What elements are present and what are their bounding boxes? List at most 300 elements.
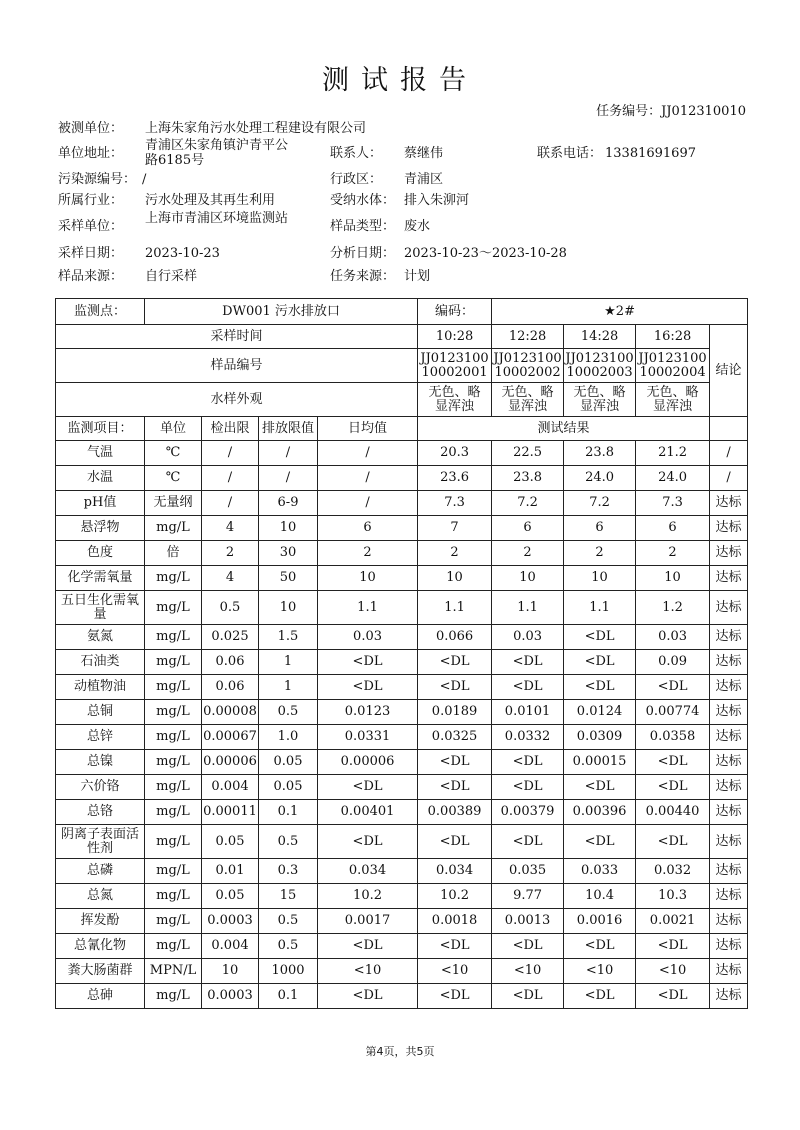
row-detection-limit: 0.0003	[202, 909, 259, 934]
client-value: 上海朱家角污水处理工程建设有限公司	[145, 121, 367, 136]
row-result: 0.00015	[564, 750, 636, 775]
table-row	[56, 566, 748, 591]
row-conclusion: 达标	[710, 775, 748, 800]
row-result: 10	[492, 566, 564, 591]
time-cell: 16:28	[636, 325, 710, 349]
row-detection-limit: 0.05	[202, 884, 259, 909]
row-result: 0.0016	[564, 909, 636, 934]
sample-no-line: 10002004	[639, 364, 706, 380]
row-result: 0.033	[564, 859, 636, 884]
row-conclusion: 达标	[710, 934, 748, 959]
receiving-value: 排入朱泖河	[404, 193, 470, 208]
row-result: <DL	[564, 775, 636, 800]
header-results: 测试结果	[418, 417, 710, 441]
row-result: 0.0309	[564, 725, 636, 750]
table-row	[56, 700, 748, 725]
row-discharge-limit: 1	[259, 675, 318, 700]
row-discharge-limit: 50	[259, 566, 318, 591]
row-result: <10	[492, 959, 564, 984]
row-item: 总锌	[56, 725, 145, 750]
row-result: 7.3	[636, 491, 710, 516]
district-value: 青浦区	[404, 172, 444, 187]
sample-no-line: JJ0123100	[420, 350, 489, 366]
row-conclusion: 达标	[710, 625, 748, 650]
row-detection-limit: 0.0003	[202, 984, 259, 1009]
appearance-cell	[492, 383, 564, 417]
table-row	[56, 466, 748, 491]
row-discharge-limit: 0.5	[259, 909, 318, 934]
table-row	[56, 591, 748, 625]
row-result: <DL	[636, 775, 710, 800]
row-item: 阴离子表面活性剂	[56, 825, 145, 859]
sample-no-line: 10002001	[421, 364, 488, 380]
sample-type-value: 废水	[404, 219, 431, 234]
row-detection-limit: /	[202, 491, 259, 516]
row-discharge-limit: 0.5	[259, 700, 318, 725]
row-result: 1.2	[636, 591, 710, 625]
row-result: 2	[564, 541, 636, 566]
sample-no-label: 样品编号	[56, 349, 418, 383]
table-row	[56, 934, 748, 959]
row-result: 0.00379	[492, 800, 564, 825]
row-detection-limit: 0.004	[202, 775, 259, 800]
row-discharge-limit: 0.1	[259, 984, 318, 1009]
row-detection-limit: 0.00011	[202, 800, 259, 825]
contact-label: 联系人：	[330, 146, 383, 161]
table-row	[56, 541, 748, 566]
time-cell: 14:28	[564, 325, 636, 349]
sample-no-cell	[418, 349, 492, 383]
row-unit: ℃	[145, 441, 202, 466]
row-conclusion: 达标	[710, 984, 748, 1009]
row-conclusion: 达标	[710, 884, 748, 909]
row-unit: mg/L	[145, 934, 202, 959]
row-result: <DL	[564, 675, 636, 700]
row-conclusion: 达标	[710, 725, 748, 750]
row-result: <DL	[492, 775, 564, 800]
row-result: 0.034	[418, 859, 492, 884]
row-unit: mg/L	[145, 884, 202, 909]
row-unit: mg/L	[145, 859, 202, 884]
row-unit: mg/L	[145, 725, 202, 750]
sample-no-line: 10002002	[494, 364, 561, 380]
row-daily-avg: 10.2	[318, 884, 418, 909]
table-row	[56, 625, 748, 650]
row-result: <DL	[418, 984, 492, 1009]
row-result: <DL	[636, 750, 710, 775]
row-unit: mg/L	[145, 984, 202, 1009]
row-daily-avg: 0.0017	[318, 909, 418, 934]
row-result: 7	[418, 516, 492, 541]
row-result: 1.1	[492, 591, 564, 625]
header-discharge-limit: 排放限值	[259, 417, 318, 441]
row-result: 0.0021	[636, 909, 710, 934]
row-item: 挥发酚	[56, 909, 145, 934]
row-discharge-limit: /	[259, 466, 318, 491]
row-daily-avg: 0.034	[318, 859, 418, 884]
row-discharge-limit: /	[259, 441, 318, 466]
row-result: <DL	[636, 675, 710, 700]
row-conclusion: 达标	[710, 491, 748, 516]
row-result: 7.3	[418, 491, 492, 516]
row-result: 2	[636, 541, 710, 566]
appearance-cell	[418, 383, 492, 417]
row-result: 0.00774	[636, 700, 710, 725]
row-result: 0.0018	[418, 909, 492, 934]
row-result: 0.00440	[636, 800, 710, 825]
row-detection-limit: 2	[202, 541, 259, 566]
row-item: 化学需氧量	[56, 566, 145, 591]
row-unit: ℃	[145, 466, 202, 491]
row-result: 1.1	[418, 591, 492, 625]
row-unit: mg/L	[145, 909, 202, 934]
table-row	[56, 650, 748, 675]
task-number	[596, 100, 746, 119]
row-result: <DL	[418, 750, 492, 775]
task-source-label: 任务来源：	[330, 269, 396, 284]
row-result: 24.0	[636, 466, 710, 491]
row-detection-limit: 0.06	[202, 675, 259, 700]
row-detection-limit: 0.5	[202, 591, 259, 625]
row-discharge-limit: 1000	[259, 959, 318, 984]
row-daily-avg: 0.03	[318, 625, 418, 650]
row-daily-avg: <DL	[318, 934, 418, 959]
row-result: <DL	[418, 934, 492, 959]
page-footer: 第4页，共5页	[365, 1045, 435, 1058]
row-unit: mg/L	[145, 516, 202, 541]
sample-source-value: 自行采样	[145, 269, 198, 284]
sample-no-cell	[636, 349, 710, 383]
row-conclusion: 达标	[710, 566, 748, 591]
row-result: 0.03	[636, 625, 710, 650]
row-result: 0.0101	[492, 700, 564, 725]
row-unit: mg/L	[145, 625, 202, 650]
row-result: <DL	[418, 775, 492, 800]
row-result: 6	[492, 516, 564, 541]
appearance-line: 无色、略	[646, 384, 699, 400]
row-result: <10	[564, 959, 636, 984]
row-item: 总磷	[56, 859, 145, 884]
row-unit: mg/L	[145, 675, 202, 700]
row-daily-avg: 6	[318, 516, 418, 541]
row-discharge-limit: 15	[259, 884, 318, 909]
row-daily-avg: 0.00006	[318, 750, 418, 775]
row-conclusion: 达标	[710, 859, 748, 884]
row-daily-avg: <DL	[318, 775, 418, 800]
row-unit: mg/L	[145, 700, 202, 725]
row-detection-limit: 0.004	[202, 934, 259, 959]
header-unit: 单位	[145, 417, 202, 441]
header-daily-avg: 日均值	[318, 417, 418, 441]
row-unit: mg/L	[145, 566, 202, 591]
row-discharge-limit: 0.5	[259, 934, 318, 959]
row-result: <10	[636, 959, 710, 984]
row-detection-limit: 0.00006	[202, 750, 259, 775]
row-daily-avg: 1.1	[318, 591, 418, 625]
row-result: 10	[636, 566, 710, 591]
row-daily-avg: 10	[318, 566, 418, 591]
row-result: 23.6	[418, 466, 492, 491]
row-result: 0.00396	[564, 800, 636, 825]
row-detection-limit: 4	[202, 516, 259, 541]
sample-source-label: 样品来源：	[58, 269, 124, 284]
code-value: ★2#	[492, 299, 748, 325]
row-conclusion: 达标	[710, 909, 748, 934]
row-unit: MPN/L	[145, 959, 202, 984]
row-result: 6	[564, 516, 636, 541]
receiving-label: 受纳水体：	[330, 193, 396, 208]
row-result: <DL	[564, 934, 636, 959]
row-item: 气温	[56, 441, 145, 466]
row-result: <DL	[492, 984, 564, 1009]
task-number-value: JJ012310010	[661, 104, 746, 119]
row-conclusion: 达标	[710, 516, 748, 541]
row-conclusion: /	[710, 441, 748, 466]
row-result: 0.0332	[492, 725, 564, 750]
row-conclusion: 达标	[710, 750, 748, 775]
row-conclusion: 达标	[710, 591, 748, 625]
sample-no-line: JJ0123100	[493, 350, 562, 366]
row-detection-limit: 0.01	[202, 859, 259, 884]
row-result: 10	[418, 566, 492, 591]
row-result: 0.03	[492, 625, 564, 650]
sample-date-label: 采样日期：	[58, 246, 124, 261]
row-item: 总氰化物	[56, 934, 145, 959]
task-number-label: 任务编号：	[596, 104, 662, 119]
analysis-date-value: 2023-10-23～2023-10-28	[404, 246, 567, 261]
table-row	[56, 725, 748, 750]
row-unit: 倍	[145, 541, 202, 566]
table-row	[56, 984, 748, 1009]
row-daily-avg: 0.00401	[318, 800, 418, 825]
row-result: <DL	[636, 934, 710, 959]
row-result: 2	[492, 541, 564, 566]
table-row	[56, 825, 748, 859]
sample-no-line: JJ0123100	[638, 350, 707, 366]
row-result: <DL	[492, 825, 564, 859]
row-daily-avg: <DL	[318, 984, 418, 1009]
code-label: 编码：	[418, 299, 492, 325]
appearance-line: 显浑浊	[508, 398, 548, 414]
row-result: <DL	[564, 825, 636, 859]
header-item: 监测项目：	[56, 417, 145, 441]
time-cell: 10:28	[418, 325, 492, 349]
row-unit: 无量纲	[145, 491, 202, 516]
contact-value: 蔡继伟	[404, 146, 444, 161]
appearance-cell	[564, 383, 636, 417]
row-detection-limit: 0.00067	[202, 725, 259, 750]
header-blank	[710, 417, 748, 441]
row-item: 水温	[56, 466, 145, 491]
row-detection-limit: 0.06	[202, 650, 259, 675]
row-item: 悬浮物	[56, 516, 145, 541]
row-daily-avg: 2	[318, 541, 418, 566]
row-conclusion: 达标	[710, 541, 748, 566]
row-result: <DL	[492, 675, 564, 700]
row-result: 9.77	[492, 884, 564, 909]
table-row	[56, 675, 748, 700]
row-result: 10	[564, 566, 636, 591]
table-row	[56, 800, 748, 825]
row-result: 10.4	[564, 884, 636, 909]
row-result: 1.1	[564, 591, 636, 625]
row-result: 10.3	[636, 884, 710, 909]
sample-type-label: 样品类型：	[330, 219, 396, 234]
row-unit: mg/L	[145, 650, 202, 675]
client-label: 被测单位：	[58, 121, 124, 136]
row-item: 总铬	[56, 800, 145, 825]
row-result: <10	[418, 959, 492, 984]
row-discharge-limit: 0.05	[259, 750, 318, 775]
sample-no-line: 10002003	[566, 364, 633, 380]
row-detection-limit: 10	[202, 959, 259, 984]
row-conclusion: 达标	[710, 959, 748, 984]
row-item: 总氮	[56, 884, 145, 909]
results-table	[55, 298, 748, 1009]
table-row	[56, 859, 748, 884]
sample-no-line: JJ0123100	[565, 350, 634, 366]
row-result: 21.2	[636, 441, 710, 466]
task-source-value: 计划	[404, 269, 431, 284]
phone-label: 联系电话：	[537, 146, 603, 161]
source-no-label: 污染源编号：	[58, 172, 137, 187]
row-result: 0.0013	[492, 909, 564, 934]
row-result: <DL	[564, 625, 636, 650]
row-conclusion: 达标	[710, 650, 748, 675]
row-unit: mg/L	[145, 775, 202, 800]
row-result: 24.0	[564, 466, 636, 491]
row-result: <DL	[564, 984, 636, 1009]
row-daily-avg: <DL	[318, 825, 418, 859]
row-unit: mg/L	[145, 800, 202, 825]
table-row	[56, 959, 748, 984]
row-detection-limit: 0.05	[202, 825, 259, 859]
row-conclusion: 达标	[710, 700, 748, 725]
sampler-value: 上海市青浦区环境监测站	[145, 211, 289, 226]
point-label: 监测点：	[56, 299, 145, 325]
row-detection-limit: /	[202, 441, 259, 466]
sampler-label: 采样单位：	[58, 219, 124, 234]
row-result: 0.066	[418, 625, 492, 650]
row-result: <DL	[418, 650, 492, 675]
row-daily-avg: /	[318, 466, 418, 491]
address-label: 单位地址：	[58, 146, 124, 161]
district-label: 行政区：	[330, 172, 383, 187]
appearance-line: 无色、略	[428, 384, 481, 400]
point-value: DW001 污水排放口	[145, 299, 418, 325]
row-result: 0.0189	[418, 700, 492, 725]
row-discharge-limit: 10	[259, 516, 318, 541]
time-cell: 12:28	[492, 325, 564, 349]
row-conclusion: /	[710, 466, 748, 491]
phone-value: 13381691697	[605, 146, 696, 161]
row-daily-avg: <DL	[318, 650, 418, 675]
row-discharge-limit: 6-9	[259, 491, 318, 516]
row-result: 0.00389	[418, 800, 492, 825]
row-discharge-limit: 1.5	[259, 625, 318, 650]
appearance-line: 显浑浊	[435, 398, 475, 414]
appearance-label: 水样外观	[56, 383, 418, 417]
row-discharge-limit: 0.3	[259, 859, 318, 884]
sample-no-cell	[564, 349, 636, 383]
row-result: 6	[636, 516, 710, 541]
appearance-cell	[636, 383, 710, 417]
row-daily-avg: /	[318, 441, 418, 466]
row-conclusion: 达标	[710, 675, 748, 700]
conclusion-header: 结论	[710, 325, 748, 417]
row-result: <DL	[492, 650, 564, 675]
report-title: 测试报告	[322, 65, 478, 96]
row-item: 总铜	[56, 700, 145, 725]
time-label: 采样时间	[56, 325, 418, 349]
table-row	[56, 441, 748, 466]
row-detection-limit: 0.00008	[202, 700, 259, 725]
row-result: <DL	[492, 750, 564, 775]
row-unit: mg/L	[145, 825, 202, 859]
row-discharge-limit: 0.1	[259, 800, 318, 825]
row-discharge-limit: 30	[259, 541, 318, 566]
appearance-line: 显浑浊	[580, 398, 620, 414]
row-item: 总砷	[56, 984, 145, 1009]
analysis-date-label: 分析日期：	[330, 246, 396, 261]
row-unit: mg/L	[145, 591, 202, 625]
row-discharge-limit: 0.5	[259, 825, 318, 859]
row-result: 0.032	[636, 859, 710, 884]
row-detection-limit: /	[202, 466, 259, 491]
row-discharge-limit: 0.05	[259, 775, 318, 800]
row-result: 7.2	[492, 491, 564, 516]
row-result: <DL	[418, 675, 492, 700]
table-row	[56, 491, 748, 516]
row-result: 0.09	[636, 650, 710, 675]
row-detection-limit: 0.025	[202, 625, 259, 650]
row-item: 六价铬	[56, 775, 145, 800]
source-no-value: /	[142, 172, 147, 187]
row-discharge-limit: 10	[259, 591, 318, 625]
row-result: 0.0124	[564, 700, 636, 725]
table-row	[56, 909, 748, 934]
row-result: 10.2	[418, 884, 492, 909]
table-row	[56, 884, 748, 909]
row-result: <DL	[636, 984, 710, 1009]
header-detection-limit: 检出限	[202, 417, 259, 441]
row-item: 粪大肠菌群	[56, 959, 145, 984]
row-item: 色度	[56, 541, 145, 566]
row-result: 23.8	[492, 466, 564, 491]
row-result: <DL	[418, 825, 492, 859]
row-result: 20.3	[418, 441, 492, 466]
appearance-line: 显浑浊	[653, 398, 693, 414]
appearance-line: 无色、略	[573, 384, 626, 400]
address-value: 青浦区朱家角镇沪青平公路6185号	[145, 138, 289, 168]
row-result: <DL	[492, 934, 564, 959]
row-item: 氨氮	[56, 625, 145, 650]
row-result: 23.8	[564, 441, 636, 466]
row-daily-avg: 0.0331	[318, 725, 418, 750]
row-result: 0.0325	[418, 725, 492, 750]
row-result: 2	[418, 541, 492, 566]
row-daily-avg: <DL	[318, 675, 418, 700]
row-unit: mg/L	[145, 750, 202, 775]
row-item: pH值	[56, 491, 145, 516]
sample-date-value: 2023-10-23	[145, 246, 220, 261]
row-daily-avg: <10	[318, 959, 418, 984]
row-result: 22.5	[492, 441, 564, 466]
row-detection-limit: 4	[202, 566, 259, 591]
table-row	[56, 775, 748, 800]
row-conclusion: 达标	[710, 825, 748, 859]
row-item: 动植物油	[56, 675, 145, 700]
